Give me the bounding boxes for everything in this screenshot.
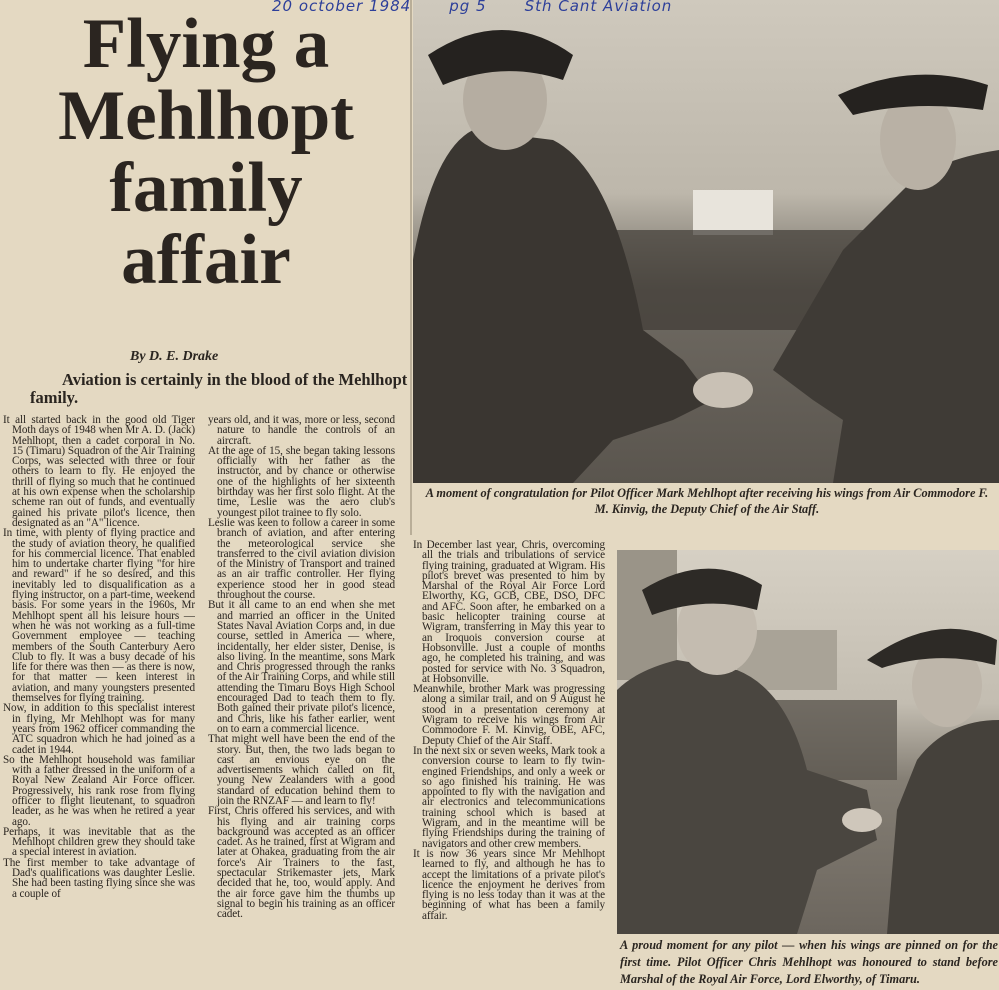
headline-line: affair bbox=[121, 221, 291, 299]
paragraph: In December last year, Chris, overcoming all the trials and tribulations of service flying training, graduated at Wigram. His pilot's brevet was presented to him by Marshal of the Royal Air Force Lord Elworthy, KG, GCB, CBE, DSO, DFC and AFC. Soon after, he embarked on a basic helicopter training course at Wigram, transferring in May this year to an Iroquois conversion course at Hobsonville. Just a couple of months ago, he completed his training, and was posted for service with No. 3 Squadron, at Hobsonville. bbox=[413, 540, 605, 685]
photo-wings-pinning bbox=[617, 550, 999, 934]
headline-line: Flying a bbox=[82, 5, 330, 83]
photo-handshake-image bbox=[413, 0, 999, 483]
paragraph: Leslie was keen to follow a career in some branch of aviation, and after entering the meteorological service she transferred to the civil aviation division of the Ministry of Transport and trained as an air traffic controller. Her flying experience stood her in good stead throughout the course. bbox=[208, 516, 395, 602]
article-column-1 bbox=[3, 415, 195, 990]
photo-wings-pinning-image bbox=[617, 550, 999, 934]
paragraph: In the next six or seven weeks, Mark took a conversion course to learn to fly twin-engined Friendships, and only a week or so ago finished his training. He was appointed to fly with the navigation and air electronics and telecommunications training school which is based at Wigram, and in the meantime will be flying Friendships during the training of navigators and other crew members. bbox=[413, 744, 605, 850]
column-divider bbox=[410, 0, 412, 535]
photo-caption-2: A proud moment for any pilot — when his wings are pinned on for the first time. Pilot Officer Chris Mehlhopt was honoured to stand before Marshal of the Royal Air Force, Lord Elworthy, of Timaru. bbox=[620, 938, 998, 986]
paragraph: Meanwhile, brother Mark was progressing along a similar trail, and on 9 August he stood in a presentation ceremony at Wigram to receive his wings from Air Commodore F. M. Kinvig, OBE, AFC, Deputy Chief of the Air Staff. bbox=[413, 683, 605, 747]
paragraph: At the age of 15, she began taking lessons officially with her father as the instructor, and by chance or otherwise one of the highlights of her sixteenth birthday was her first solo flight. At the time, Leslie was the aero club's youngest pilot trainee to fly solo. bbox=[208, 444, 395, 519]
paragraph: years old, and it was, more or less, second nature to handle the controls of an aircraft. bbox=[208, 415, 395, 447]
paragraph: It all started back in the good old Tiger Moth days of 1948 when Mr A. D. (Jack) Mehlhopt, then a cadet corporal in No. 15 (Timaru) Squadron of the Air Training Corps, was selected with three or four others to learn to fly. He enjoyed the thrill of flying so much that he continued at his own expense when the scholarship scheme ran out of funds, and eventually gained his private pilot's licence, then designated as an "A" licence. bbox=[3, 415, 195, 529]
paragraph: First, Chris offered his services, and with his flying and air training corps background was accepted as an officer cadet. As he trained, first at Wigram and later at Ohakea, graduating from the air force's Air Trainers to the fast, spectacular Strikemaster jets, Mark decided that he, too, would apply. And the air force gave him the thumbs up signal to begin his training as an officer cadet. bbox=[208, 805, 395, 921]
photo-caption-1: A moment of congratulation for Pilot Officer Mark Mehlhopt after receiving his wings from Air Commodore F. M. Kinvig, the Deputy Chief of the Air Staff. bbox=[425, 486, 989, 516]
paragraph: Now, in addition to this specialist interest in flying, Mr Mehlhopt was for many years from 1962 officer commanding the ATC squadron which he had joined as a cadet in 1944. bbox=[3, 702, 195, 756]
deck: Aviation is certainly in the blood of the Mehlhopt family. bbox=[30, 370, 408, 407]
paragraph: The first member to take advantage of Dad's qualifications was daughter Leslie. She had been tasting flying since she was a couple of bbox=[3, 856, 195, 900]
paragraph: That might well have been the end of the story. But, then, the two lads began to cast an envious eye on the advertisements which called on fit, young New Zealanders with a good standard of education behind them to join the RNZAF — and learn to fly! bbox=[208, 733, 395, 807]
paragraph: But it all came to an end when she met and married an officer in the United States Naval Aviation Corps and, in due course, settled in America — where, incidentally, her elder sister, Denise, is also living. In the meantime, sons Mark and Chris progressed through the ranks of the Air Training Corps, and while still attending the Timaru Boys High School encouraged Dad to teach them to fly. Both gained their private pilot's licence, and Chris, like his father earlier, went on to earn a commercial licence. bbox=[208, 599, 395, 735]
byline: By D. E. Drake bbox=[130, 349, 219, 364]
note-source: Sth Cant Aviation bbox=[524, 0, 673, 15]
paragraph: In time, with plenty of flying practice and the study of aviation theory, he qualified for his commercial licence. That enabled him to undertake charter flying "for hire and reward" if he so desired, and this inevitably led to disqualification as a flying instructor, on a part-time, weekend basis. For some years in the 1960s, Mr Mehlhopt spent all his leisure hours — when he was not working as a full-time Government employee — teaching members of the South Canterbury Aero Club to fly. It was a busy decade of his life for there was then — as there is now, for that matter — keen interest in aviation, and many youngsters presented themselves for flying training. bbox=[3, 527, 195, 705]
headline-line: family bbox=[109, 149, 303, 227]
paragraph: Perhaps, it was inevitable that as the Mehlhopt children grew they should take a special interest in aviation. bbox=[3, 825, 195, 859]
note-page: pg 5 bbox=[449, 0, 487, 15]
handwritten-note bbox=[272, 0, 710, 15]
headline-line: Mehlhopt bbox=[58, 77, 354, 155]
note-date: 20 october 1984 bbox=[272, 0, 412, 15]
article-column-2 bbox=[208, 415, 395, 990]
photo-handshake bbox=[413, 0, 999, 483]
paragraph: It is now 36 years since Mr Mehlhopt learned to fly, and although he has to accept the limitations of a private pilot's licence the enjoyment he derives from flying is no less today than it was at the beginning of what has been a family affair. bbox=[413, 847, 605, 922]
article-column-3 bbox=[413, 540, 605, 990]
paragraph: So the Mehlhopt household was familiar with a father dressed in the uniform of a Royal New Zealand Air Force officer. Progressively, his rank rose from flying officer to flight lieutenant, to squadron leader, as he was when he retired a year ago. bbox=[3, 753, 195, 828]
